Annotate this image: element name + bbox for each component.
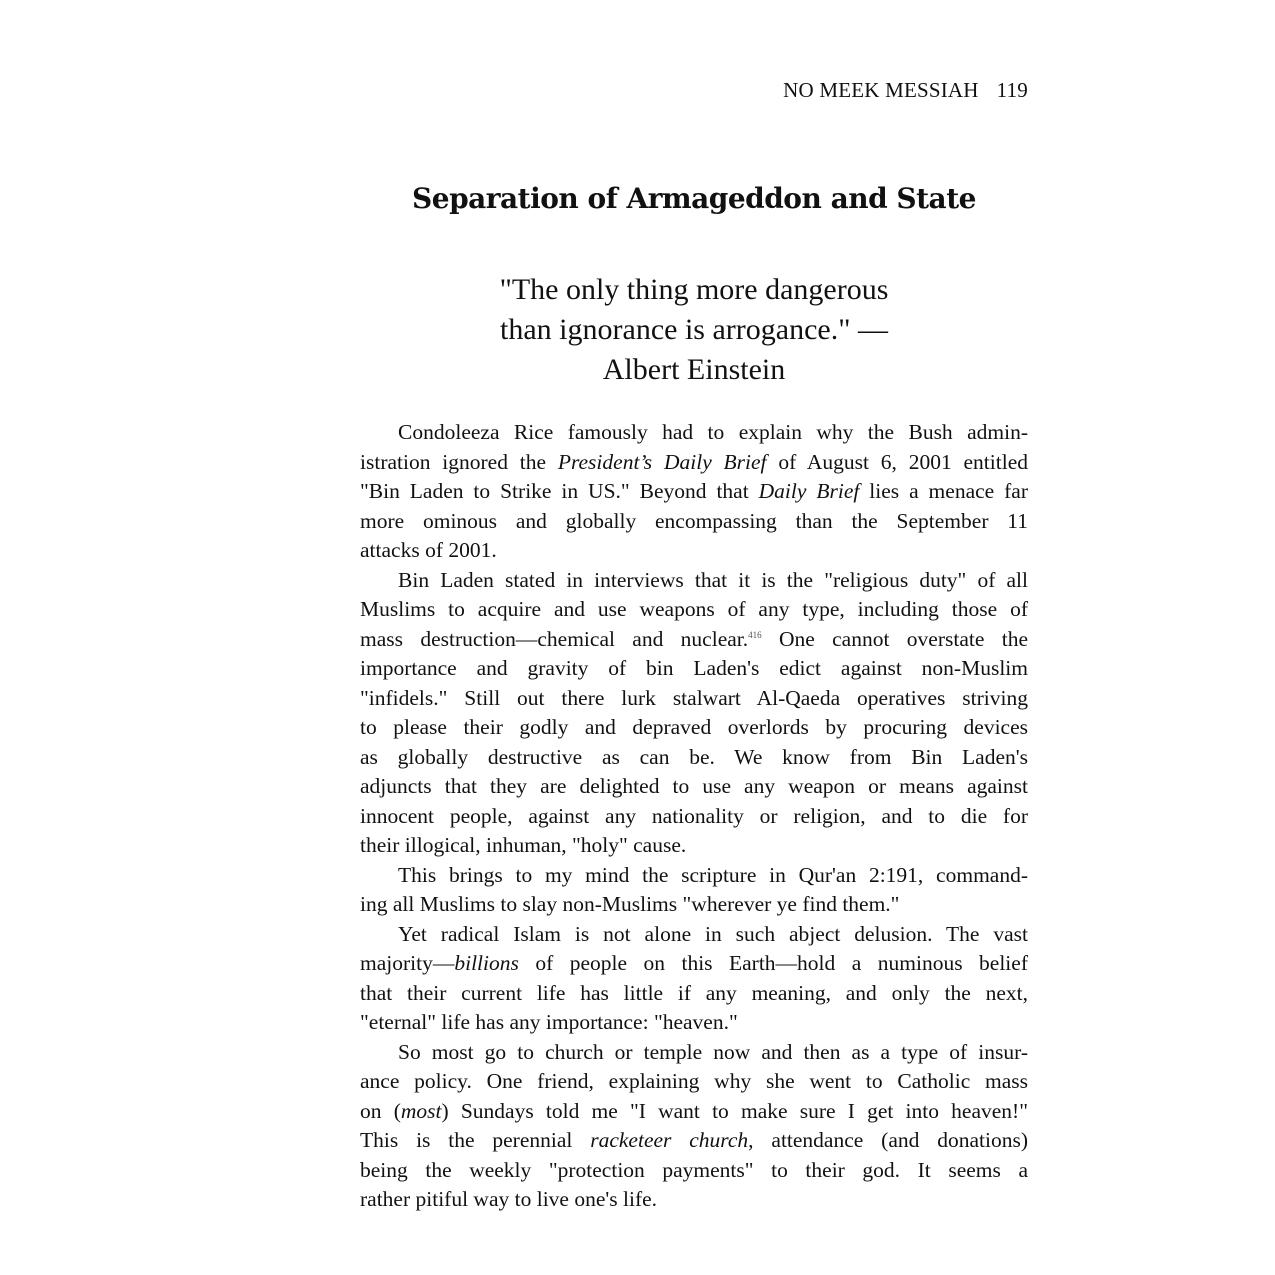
text-line: rather pitiful way to live one's life. [360, 1187, 658, 1211]
text-line: to please their godly and depraved overlords by procuring devices [360, 715, 1028, 739]
text-line: This brings to my mind the scripture in Qur'an 2:191, command- [398, 862, 1028, 887]
text-line: "eternal" life has any importance: "heaven." [360, 1010, 738, 1034]
chapter-title: Separation of Armageddon and State [412, 182, 976, 215]
text-line: ing all Muslims to slay non-Muslims "wherever ye find them." [360, 892, 900, 916]
text-line: attacks of 2001. [360, 538, 497, 562]
text-line: importance and gravity of bin Laden's edict against non-Muslim [360, 656, 1028, 680]
epigraph-attribution: Albert Einstein [602, 353, 786, 386]
page-number: 119 [996, 78, 1028, 102]
text-line: "Bin Laden to Strike in US." Beyond that Daily Brief lies a menace far [360, 479, 1029, 503]
epigraph-quote [360, 270, 1028, 390]
footnote-marker: 416 [748, 629, 762, 640]
italic-emphasis: most [400, 1098, 442, 1123]
running-title: NO MEEK MESSIAH [783, 78, 979, 102]
text-line: mass destruction—chemical and nuclear.$^{416}$ One cannot overstate the [360, 626, 1028, 651]
italic-title: Daily Brief [758, 479, 860, 503]
epigraph-line: "The only thing more dangerous [499, 273, 889, 306]
text-line: This is the perennial racketeer church, attendance (and donations) [360, 1128, 1028, 1152]
text-line: Muslims to acquire and use weapons of any type, including those of [360, 597, 1028, 621]
text-line: on (most) Sundays told me "I want to make sure I get into heaven!" [360, 1098, 1028, 1123]
body-text [360, 418, 1028, 1215]
text-line: ance policy. One friend, explaining why she went to Catholic mass [360, 1069, 1028, 1093]
text-line: "infidels." Still out there lurk stalwart Al-Qaeda operatives striving [360, 685, 1028, 710]
paragraph [360, 861, 1028, 920]
paragraph [360, 1038, 1028, 1215]
text-line: majority—billions of people on this Earth—hold a numinous belief [360, 951, 1028, 975]
text-line: Condoleeza Rice famously had to explain why the Bush admin- [398, 420, 1028, 444]
text-line: their illogical, inhuman, "holy" cause. [360, 833, 687, 857]
text-line: Bin Laden stated in interviews that it is the "religious duty" of all [398, 567, 1028, 592]
italic-emphasis: billions [454, 951, 519, 975]
paragraph [360, 418, 1028, 566]
italic-title: President’s Daily Brief [557, 449, 767, 474]
text-line: that their current life has little if any meaning, and only the next, [360, 980, 1028, 1005]
text-line: Yet radical Islam is not alone in such abject delusion. The vast [398, 921, 1028, 946]
paragraph [360, 920, 1028, 1038]
text-line: as globally destructive as can be. We know from Bin Laden's [360, 744, 1028, 769]
text-line: being the weekly "protection payments" to their god. It seems a [360, 1157, 1028, 1182]
text-line: innocent people, against any nationality or religion, and to die for [360, 803, 1028, 828]
running-header [783, 78, 1028, 103]
text-line: more ominous and globally encompassing than the September 11 [360, 508, 1028, 533]
text-line: adjuncts that they are delighted to use any weapon or means against [360, 774, 1028, 798]
paragraph [360, 566, 1028, 861]
italic-emphasis: racketeer church [590, 1128, 749, 1152]
text-line: istration ignored the President’s Daily Brief of August 6, 2001 entitled [360, 449, 1028, 474]
epigraph-line: than ignorance is arrogance." — [500, 313, 888, 346]
text-line: So most go to church or temple now and then as a type of insur- [398, 1039, 1028, 1064]
book-page [360, 0, 1028, 1275]
